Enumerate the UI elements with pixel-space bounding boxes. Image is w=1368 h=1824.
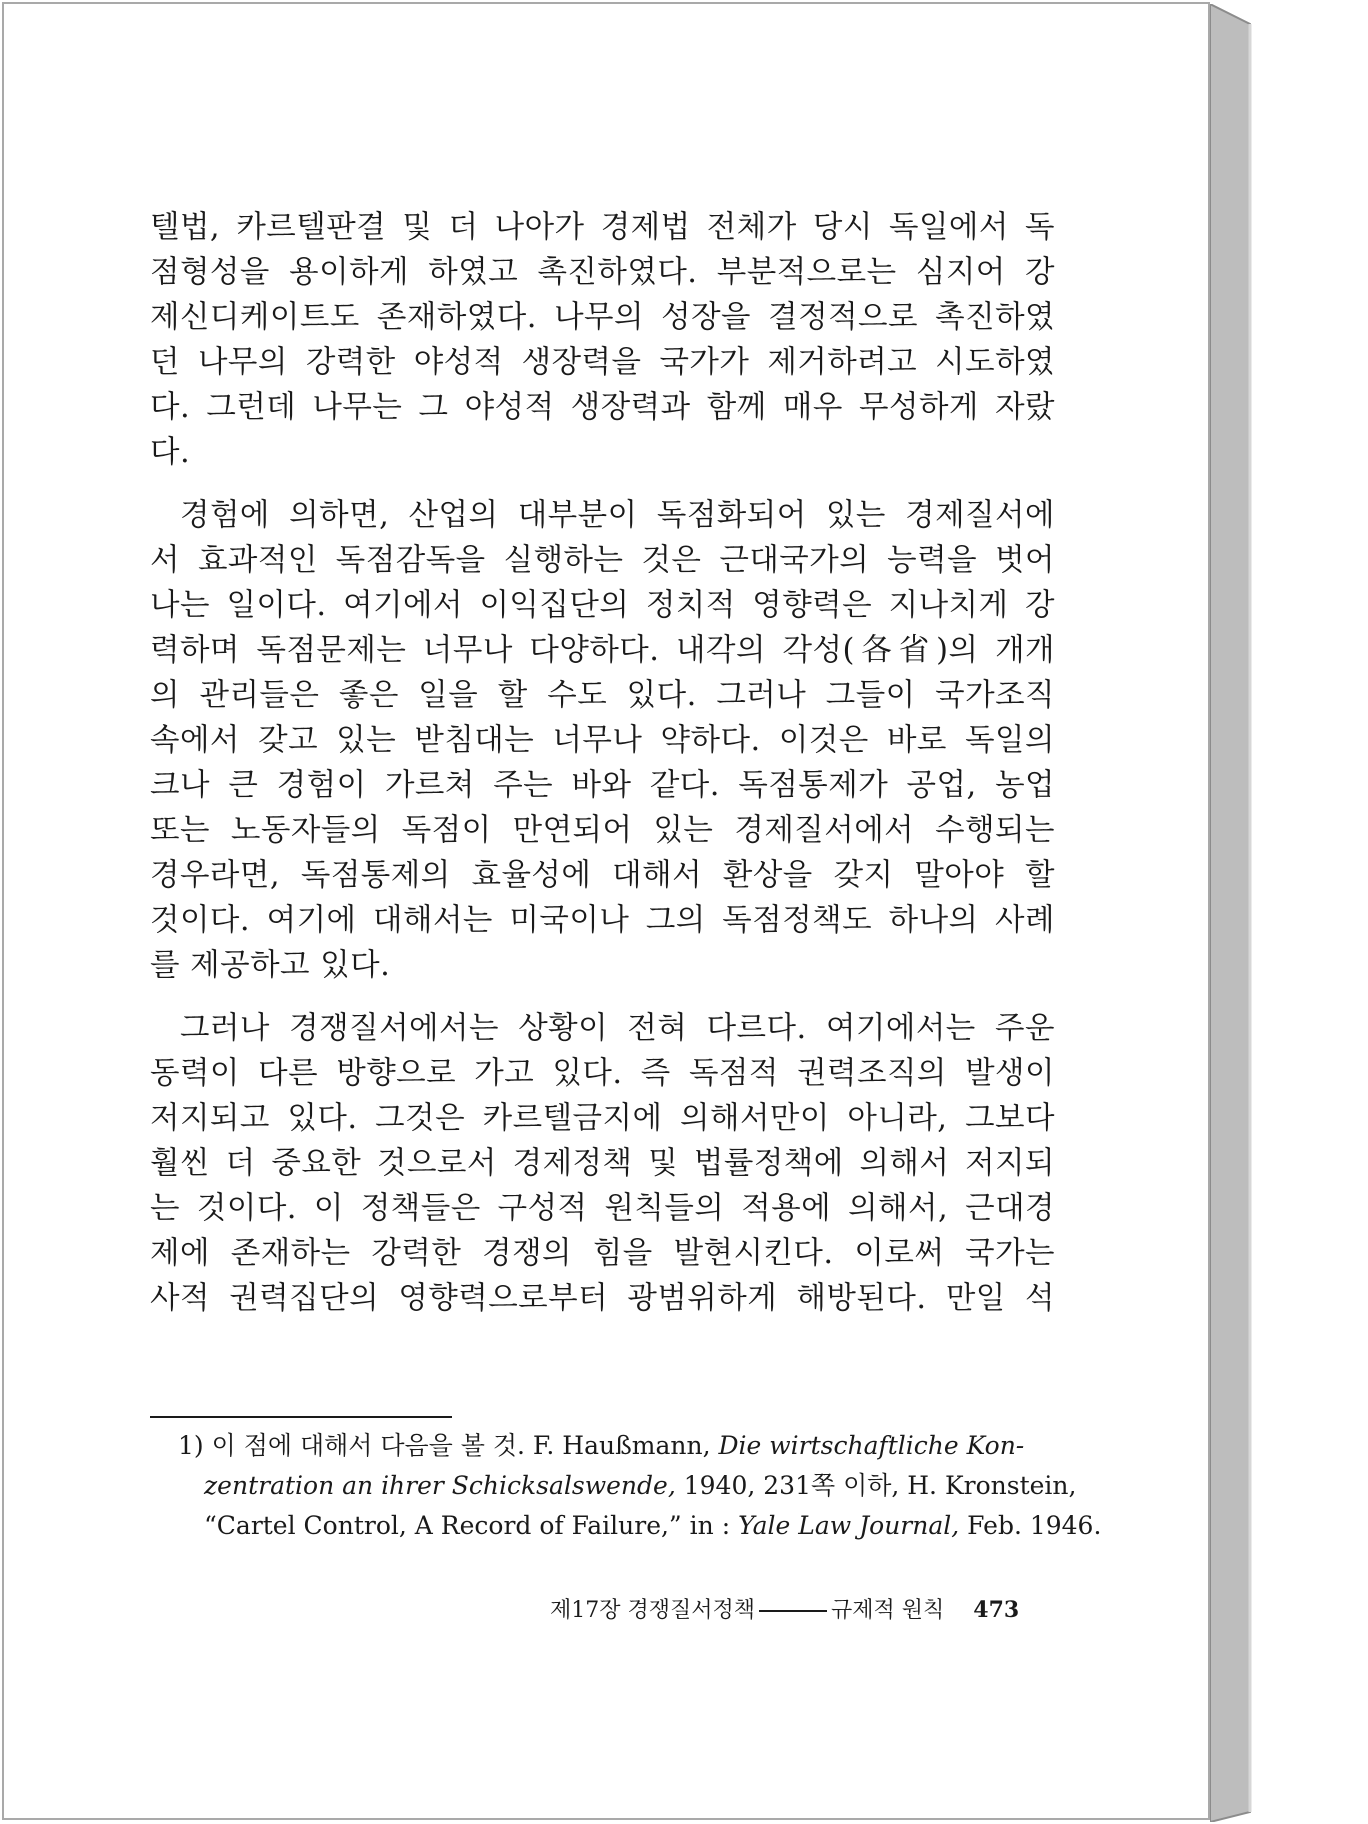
footer-title: 경쟁질서정책 xyxy=(627,1598,756,1623)
body-line: 점형성을 용이하게 하였고 촉진하였다. 부분적으로는 심지어 강 xyxy=(150,255,1055,290)
footnote-journal: Yale Law Journal, xyxy=(738,1511,960,1540)
body-line: 다. xyxy=(150,435,191,470)
footnote-line-3 xyxy=(204,1506,1101,1546)
footnote-line-2 xyxy=(204,1466,1076,1506)
footnote-book-title: Die wirtschaftliche Kon- xyxy=(718,1431,1025,1460)
body-line: 속에서 갖고 있는 받침대는 너무나 약하다. 이것은 바로 독일의 xyxy=(150,723,1055,758)
body-line: 크나 큰 경험이 가르쳐 주는 바와 같다. 독점통제가 공업, 농업 xyxy=(150,768,1055,803)
footnote-citation: 1940, 231쪽 이하, H. Kronstein, xyxy=(683,1471,1077,1500)
paragraph-start: 경험에 의하면, 산업의 대부분이 독점화되어 있는 경제질서에 xyxy=(180,498,1055,533)
body-line: 또는 노동자들의 독점이 만연되어 있는 경제질서에서 수행되는 xyxy=(150,813,1055,848)
running-footer xyxy=(550,1590,1019,1630)
footnote-author: F. Haußmann, xyxy=(532,1431,711,1460)
body-line: 력하며 독점문제는 너무나 다양하다. 내각의 각성(各省)의 개개 xyxy=(150,633,1055,668)
page-number: 473 xyxy=(973,1597,1020,1623)
footnote-date: Feb. 1946. xyxy=(967,1511,1102,1540)
footnote-korean: 이 점에 대해서 다음을 볼 것. xyxy=(211,1431,525,1460)
body-line: 저지되고 있다. 그것은 카르텔금지에 의해서만이 아니라, 그보다 xyxy=(150,1101,1055,1136)
body-line: 사적 권력집단의 영향력으로부터 광범위하게 해방된다. 만일 석 xyxy=(150,1281,1055,1316)
footer-subtitle: 규제적 원칙 xyxy=(831,1598,945,1623)
paragraph-start: 그러나 경쟁질서에서는 상황이 전혀 다르다. 여기에서는 주운 xyxy=(180,1011,1055,1046)
body-line: 는 것이다. 이 정책들은 구성적 원칙들의 적용에 의해서, 근대경 xyxy=(150,1191,1055,1226)
body-line: 것이다. 여기에 대해서는 미국이나 그의 독점정책도 하나의 사례 xyxy=(150,903,1055,938)
footnote-article: “Cartel Control, A Record of Failure,” in : xyxy=(204,1511,731,1540)
body-line: 훨씬 더 중요한 것으로서 경제정책 및 법률정책에 의해서 저지되 xyxy=(150,1146,1055,1181)
footnote-book-title-cont: zentration an ihrer Schicksalswende, xyxy=(204,1471,676,1500)
body-line: 경우라면, 독점통제의 효율성에 대해서 환상을 갖지 말아야 할 xyxy=(150,858,1055,893)
body-line: 나는 일이다. 여기에서 이익집단의 정치적 영향력은 지나치게 강 xyxy=(150,588,1055,623)
footnote-line-1 xyxy=(178,1426,1024,1466)
body-line: 다. 그런데 나무는 그 야성적 생장력과 함께 매우 무성하게 자랐 xyxy=(150,390,1055,425)
footer-dash xyxy=(759,1610,827,1612)
footnote-divider xyxy=(150,1416,452,1418)
body-line: 제에 존재하는 강력한 경쟁의 힘을 발현시킨다. 이로써 국가는 xyxy=(150,1236,1055,1271)
page-stack-edge xyxy=(1210,4,1258,1822)
body-line: 텔법, 카르텔판결 및 더 나아가 경제법 전체가 당시 독일에서 독 xyxy=(150,210,1055,245)
body-line: 의 관리들은 좋은 일을 할 수도 있다. 그러나 그들이 국가조직 xyxy=(150,678,1055,713)
footnote-marker: 1) xyxy=(178,1431,204,1460)
body-line: 서 효과적인 독점감독을 실행하는 것은 근대국가의 능력을 벗어 xyxy=(150,543,1055,578)
body-line: 던 나무의 강력한 야성적 생장력을 국가가 제거하려고 시도하였 xyxy=(150,345,1055,380)
body-line: 를 제공하고 있다. xyxy=(150,948,391,983)
footer-chapter: 제17장 xyxy=(550,1598,621,1623)
body-line: 제신디케이트도 존재하였다. 나무의 성장을 결정적으로 촉진하였 xyxy=(150,300,1055,335)
body-line: 동력이 다른 방향으로 가고 있다. 즉 독점적 권력조직의 발생이 xyxy=(150,1056,1055,1091)
